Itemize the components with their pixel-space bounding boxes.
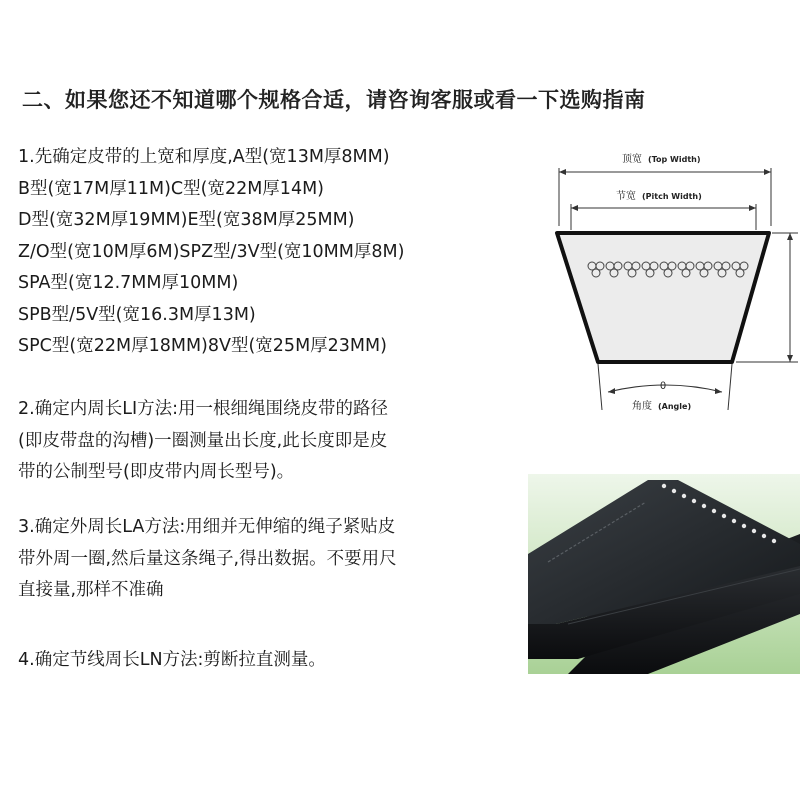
- top-width-en-label: (Top Width): [648, 155, 701, 164]
- angle-dimension: [598, 364, 732, 412]
- angle-symbol: θ: [660, 381, 667, 392]
- text-line: 带外周一圈,然后量这条绳子,得出数据。不要用尺: [18, 548, 397, 569]
- spec-line: SPA型(宽12.7MM厚10MM): [18, 273, 239, 293]
- text-line: 3.确定外周长LA方法:用细并无伸缩的绳子紧贴皮: [18, 517, 396, 537]
- spec-line: Z/O型(宽10M厚6M)SPZ型/3V型(宽10MM厚8M): [18, 241, 405, 262]
- spec-line: B型(宽17M厚11M)C型(宽22M厚14M): [18, 178, 325, 199]
- pitch-width-label: 节宽: [616, 191, 636, 202]
- outer-circumference-section: [18, 512, 518, 607]
- angle-label: 角度: [632, 401, 652, 412]
- text-line: 直接量,那样不准确: [18, 580, 164, 600]
- belt-trapezoid: [557, 233, 769, 362]
- v-belt-product-photo: [528, 474, 800, 674]
- angle-en-label: (Angle): [658, 402, 692, 411]
- top-width-dimension: [559, 152, 771, 226]
- top-width-label: 顶宽: [622, 154, 642, 165]
- inner-circumference-section: [18, 394, 518, 489]
- pitch-width-en-label: (Pitch Width): [642, 192, 702, 201]
- guide-heading: 二、如果您还不知道哪个规格合适，请咨询客服或看一下选购指南: [22, 88, 646, 112]
- pitch-length-section: [18, 645, 518, 677]
- text-line: (即皮带盘的沟槽)一圈测量出长度,此长度即是皮: [18, 430, 388, 451]
- spec-line: SPB型/5V型(宽16.3M厚13M): [18, 304, 256, 325]
- belt-spec-section: [18, 142, 518, 363]
- spec-line: D型(宽32M厚19MM)E型(宽38M厚25MM): [18, 210, 355, 230]
- spec-line: 1.先确定皮带的上宽和厚度,A型(宽13M厚8MM): [18, 147, 390, 167]
- text-line: 2.确定内周长LI方法:用一根细绳围绕皮带的路径: [18, 399, 389, 419]
- spec-line: SPC型(宽22M厚18MM)8V型(宽25M厚23MM): [18, 336, 387, 356]
- pitch-width-dimension: [571, 189, 756, 230]
- text-line: 带的公制型号(即皮带内周长型号)。: [18, 462, 295, 482]
- belt-cross-section-diagram: [540, 140, 800, 420]
- text-line: 4.确定节线周长LN方法:剪断拉直测量。: [18, 650, 326, 670]
